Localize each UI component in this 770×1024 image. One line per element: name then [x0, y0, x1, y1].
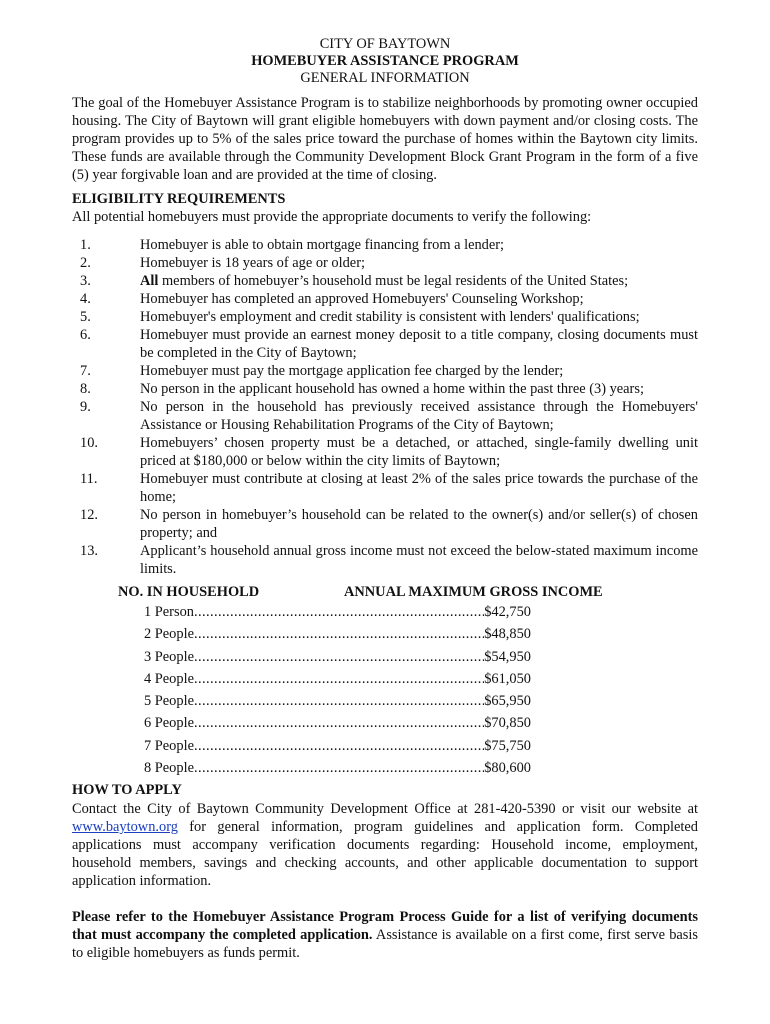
- income-row: [144, 712, 531, 734]
- eligibility-item-text: [140, 398, 698, 434]
- income-row: [144, 601, 531, 623]
- dot-leader: [194, 757, 484, 779]
- income-table-header: [72, 583, 698, 601]
- income-row-household: 2 People: [144, 626, 194, 643]
- eligibility-item: [72, 398, 698, 434]
- eligibility-item-body: Homebuyer has completed an approved Homebuyers' Counseling Workshop;: [140, 291, 584, 307]
- eligibility-item-emphasis: All: [140, 273, 159, 289]
- eligibility-item: [72, 434, 698, 470]
- income-row-amount: $80,600: [484, 760, 531, 777]
- income-row-amount: $75,750: [484, 737, 531, 754]
- eligibility-item: [72, 326, 698, 362]
- eligibility-item-number: 9.: [80, 399, 91, 415]
- intro-paragraph: The goal of the Homebuyer Assistance Program is to stabilize neighborhoods by promoting owner occupied housing. The City of Baytown will grant eligible homebuyers with down payment and/or closing costs. The program provides up to 5% of the sales price toward the purchase of homes within the Baytown city limits. These funds are available through the Community Development Block Grant Program in the form of a five (5) year forgivable loan and are provided at the time of closing.: [72, 95, 698, 183]
- eligibility-item-body: Homebuyers’ chosen property must be a detached, or attached, single-family dwelling unit priced at $180,000 or below within the city limits of Baytown;: [140, 435, 698, 469]
- income-row: [144, 668, 531, 690]
- eligibility-item-text: [140, 290, 698, 308]
- income-row-household: 4 People: [144, 670, 194, 687]
- header-program-title: HOMEBUYER ASSISTANCE PROGRAM: [251, 53, 519, 69]
- eligibility-item-body: Homebuyer's employment and credit stability is consistent with lenders' qualifications;: [140, 309, 640, 325]
- dot-leader: [194, 690, 484, 712]
- dot-leader: [194, 646, 484, 668]
- income-col-max: ANNUAL MAXIMUM GROSS INCOME: [344, 584, 603, 600]
- income-row: [144, 735, 531, 757]
- eligibility-item-body: Homebuyer must provide an earnest money deposit to a title company, closing documents must be completed in the City of Baytown;: [140, 327, 698, 361]
- eligibility-item-text: [140, 236, 698, 254]
- header-subtitle: GENERAL INFORMATION: [300, 70, 470, 86]
- eligibility-item-number: 6.: [80, 327, 91, 343]
- income-row: [144, 757, 531, 779]
- eligibility-item-number: 8.: [80, 381, 91, 397]
- closing-text: Assistance is available on a first come, first serve basis to eligible homebuyers as funds permit.: [72, 927, 698, 962]
- eligibility-item-number: 3.: [80, 273, 91, 289]
- eligibility-item-body: members of homebuyer’s household must be legal residents of the United States;: [158, 273, 629, 289]
- eligibility-item-text: [140, 326, 698, 362]
- income-row-household: 8 People: [144, 760, 194, 777]
- income-row-amount: $70,850: [484, 715, 531, 732]
- dot-leader: [194, 712, 484, 734]
- income-table: [72, 601, 698, 779]
- income-row-household: 7 People: [144, 737, 194, 754]
- income-row-household: 1 Person: [144, 604, 194, 620]
- eligibility-item-body: No person in homebuyer’s household can be related to the owner(s) and/or seller(s) of chosen property; and: [140, 507, 698, 541]
- document-page: [72, 36, 698, 962]
- eligibility-item-number: 12.: [80, 507, 98, 523]
- eligibility-item-text: [140, 254, 698, 272]
- eligibility-item-text: [140, 470, 698, 506]
- eligibility-item-body: Homebuyer is 18 years of age or older;: [140, 255, 365, 271]
- apply-paragraph: [72, 800, 698, 890]
- eligibility-list: [72, 236, 698, 578]
- closing-bold: Please refer to the Homebuyer Assistance Program Process Guide for a list of verifying documents that must accompany the completed application.: [72, 909, 698, 944]
- eligibility-item: [72, 380, 698, 398]
- header-city: CITY OF BAYTOWN: [319, 36, 451, 52]
- apply-heading: HOW TO APPLY: [72, 782, 182, 799]
- eligibility-item-body: Homebuyer must contribute at closing at least 2% of the sales price towards the purchase of the home;: [140, 471, 698, 505]
- eligibility-item: [72, 506, 698, 542]
- income-row-household: 5 People: [144, 693, 194, 710]
- dot-leader: [194, 601, 484, 623]
- eligibility-item-number: 7.: [80, 363, 91, 379]
- eligibility-item-text: [140, 362, 698, 380]
- eligibility-item-number: 2.: [80, 255, 91, 271]
- eligibility-item-text: [140, 542, 698, 578]
- eligibility-item-number: 13.: [80, 543, 98, 559]
- eligibility-item: [72, 236, 698, 254]
- eligibility-item: [72, 254, 698, 272]
- eligibility-item: [72, 470, 698, 506]
- eligibility-item: [72, 290, 698, 308]
- income-row-amount: $54,950: [484, 648, 531, 665]
- eligibility-item-body: Homebuyer must pay the mortgage application fee charged by the lender;: [140, 363, 564, 379]
- apply-text-before: Contact the City of Baytown Community Development Office at 281-420-5390 or visit our website at: [72, 801, 698, 818]
- eligibility-item-body: No person in the applicant household has owned a home within the past three (3) years;: [140, 381, 644, 397]
- eligibility-item: [72, 308, 698, 326]
- eligibility-item: [72, 362, 698, 380]
- income-row: [144, 623, 531, 645]
- eligibility-item-body: No person in the household has previously received assistance through the Homebuyers' Assistance or Housing Rehabilitation Programs of the City of Baytown;: [140, 399, 698, 433]
- eligibility-item-body: Applicant’s household annual gross income must not exceed the below-stated maximum income limits.: [140, 543, 698, 577]
- income-row-amount: $42,750: [484, 604, 531, 620]
- website-link[interactable]: www.baytown.org: [72, 819, 178, 836]
- closing-paragraph: [72, 908, 698, 962]
- eligibility-item-number: 4.: [80, 291, 91, 307]
- income-row-household: 3 People: [144, 648, 194, 665]
- dot-leader: [194, 623, 484, 645]
- income-row-amount: $65,950: [484, 693, 531, 710]
- eligibility-item-text: [140, 434, 698, 470]
- income-row: [144, 646, 531, 668]
- eligibility-item: [72, 542, 698, 578]
- dot-leader: [194, 735, 484, 757]
- eligibility-item-number: 10.: [80, 435, 98, 451]
- apply-text-after: for general information, program guidelines and application form. Completed applications must accompany verification documents regarding: Household income, employment, household members, savings and checking accounts, and other applicable documentation to support application information.: [72, 819, 698, 890]
- dot-leader: [194, 668, 484, 690]
- eligibility-lead: All potential homebuyers must provide the appropriate documents to verify the following:: [72, 209, 592, 225]
- eligibility-item-number: 1.: [80, 237, 91, 253]
- eligibility-item-text: [140, 272, 698, 290]
- document-header: [72, 36, 698, 87]
- eligibility-item-text: [140, 308, 698, 326]
- eligibility-item-number: 11.: [80, 471, 98, 487]
- income-row: [144, 690, 531, 712]
- eligibility-item: [72, 272, 698, 290]
- eligibility-item-number: 5.: [80, 309, 91, 325]
- eligibility-heading: ELIGIBILITY REQUIREMENTS: [72, 191, 286, 207]
- eligibility-item-text: [140, 506, 698, 542]
- income-row-amount: $48,850: [484, 626, 531, 643]
- income-row-amount: $61,050: [484, 670, 531, 687]
- income-row-household: 6 People: [144, 715, 194, 732]
- eligibility-item-text: [140, 380, 698, 398]
- eligibility-item-body: Homebuyer is able to obtain mortgage financing from a lender;: [140, 237, 505, 253]
- income-col-household: NO. IN HOUSEHOLD: [118, 584, 260, 600]
